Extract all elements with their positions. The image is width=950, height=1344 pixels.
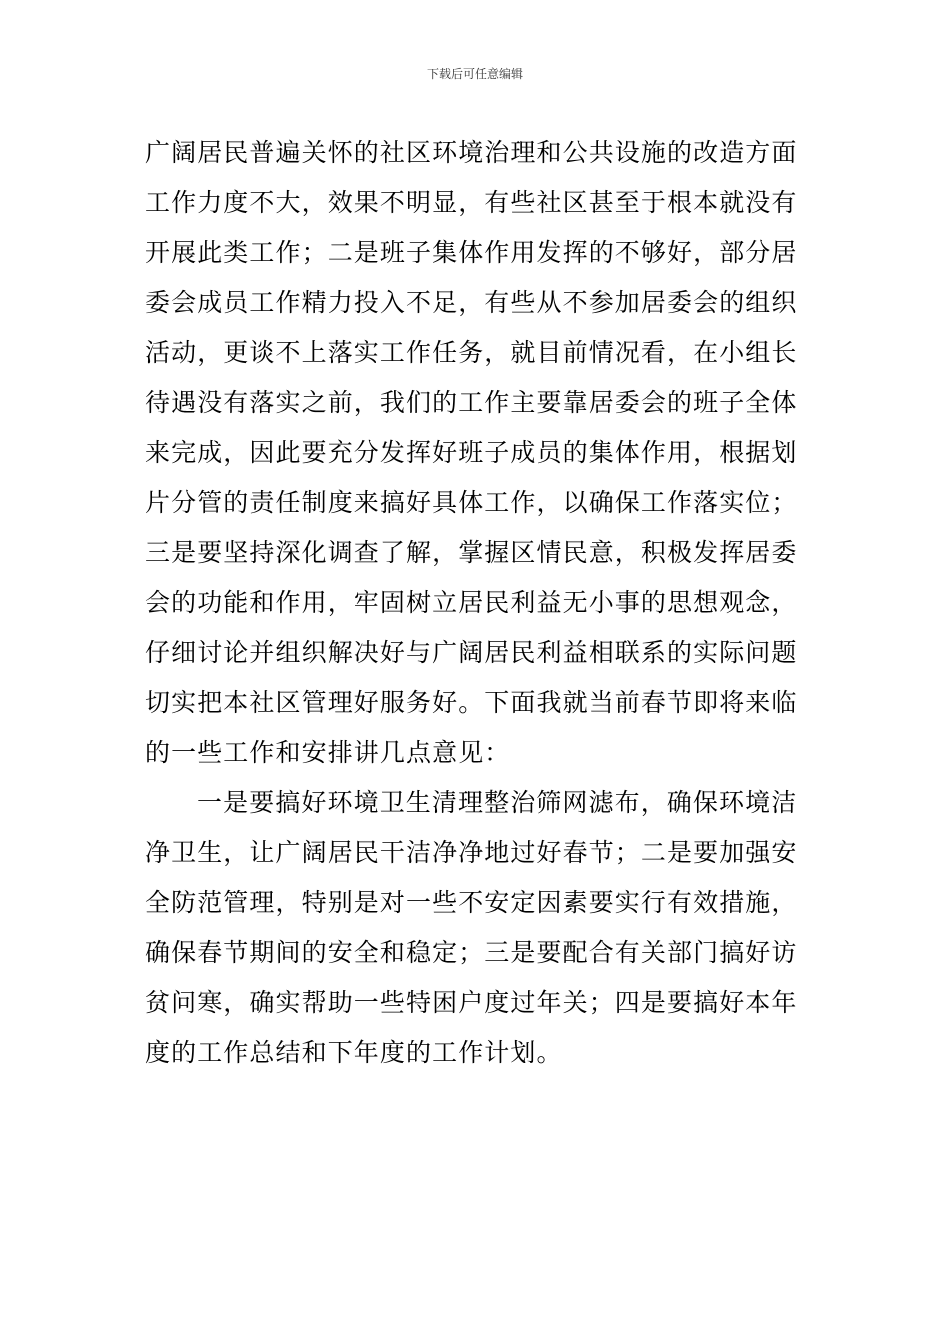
text-line: 一是要搞好环境卫生清理整治筛网滤布，确保环境洁 (197, 788, 798, 817)
text-line: 仔细讨论并组织解决好与广阔居民利益相联系的实际问题 (145, 638, 798, 667)
text-line: 广阔居民普遍关怀的社区环境治理和公共设施的改造方面 (145, 138, 798, 167)
text-line: 待遇没有落实之前，我们的工作主要靠居委会的班子全体 (145, 388, 798, 417)
text-line: 贫问寒，确实帮助一些特困户度过年关；四是要搞好本年 (145, 988, 798, 1017)
text-line: 开展此类工作；二是班子集体作用发挥的不够好，部分居 (145, 238, 798, 267)
text-line: 工作力度不大，效果不明显，有些社区甚至于根本就没有 (145, 188, 798, 217)
document-body (145, 128, 810, 1078)
text-line: 活动，更谈不上落实工作任务，就目前情况看，在小组长 (145, 338, 798, 367)
paragraph-1 (145, 128, 810, 778)
text-line: 委会成员工作精力投入不足，有些从不参加居委会的组织 (145, 288, 798, 317)
text-line: 三是要坚持深化调查了解，掌握区情民意，积极发挥居委 (145, 538, 798, 567)
text-line: 的一些工作和安排讲几点意见： (145, 738, 511, 767)
text-line: 会的功能和作用，牢固树立居民利益无小事的思想观念， (145, 588, 798, 617)
text-line: 切实把本社区管理好服务好。下面我就当前春节即将来临 (145, 688, 798, 717)
page-header: 下载后可任意编辑 (426, 67, 523, 81)
text-line: 度的工作总结和下年度的工作计划。 (145, 1038, 563, 1067)
text-line: 净卫生，让广阔居民干洁净净地过好春节；二是要加强安 (145, 838, 798, 867)
text-line: 来完成，因此要充分发挥好班子成员的集体作用，根据划 (145, 438, 798, 467)
text-line: 全防范管理，特别是对一些不安定因素要实行有效措施， (145, 888, 798, 917)
text-line: 片分管的责任制度来搞好具体工作，以确保工作落实位； (145, 488, 798, 517)
paragraph-2 (145, 778, 810, 1078)
text-line: 确保春节期间的安全和稳定；三是要配合有关部门搞好访 (145, 938, 798, 967)
